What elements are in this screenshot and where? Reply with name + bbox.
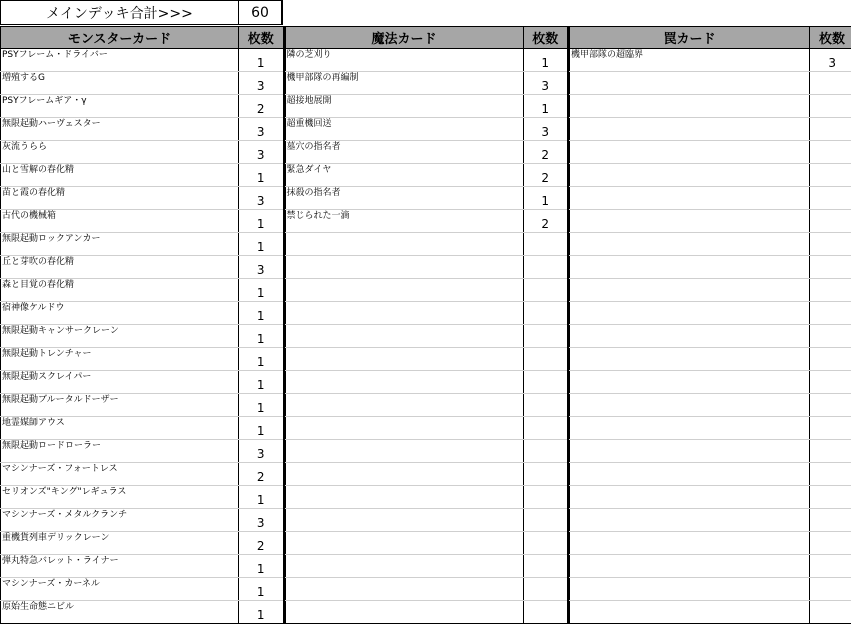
- monster-table-row: [1, 394, 284, 417]
- monster-table-row: [1, 417, 284, 440]
- trap-card-name: [570, 72, 810, 95]
- magic-table-row: [285, 371, 568, 394]
- magic-card-count: [523, 256, 568, 279]
- magic-card-name: 超接地展開: [285, 95, 523, 118]
- deck-list: [0, 26, 851, 624]
- trap-card-name: [570, 509, 810, 532]
- magic-table-row: [285, 486, 568, 509]
- monster-card-name: 弾丸特急バレット・ライナー: [1, 555, 239, 578]
- magic-table-row: [285, 256, 568, 279]
- monster-card-name: 灰流うらら: [1, 141, 239, 164]
- monster-card-count: 3: [239, 118, 284, 141]
- monster-card-name: マシンナーズ・フォートレス: [1, 463, 239, 486]
- trap-card-count: [810, 348, 851, 371]
- trap-card-count: [810, 72, 851, 95]
- monster-card-name: 無限起動スクレイパー: [1, 371, 239, 394]
- deck-total-label: メインデッキ合計>>>: [0, 0, 238, 25]
- monster-card-name: PSYフレーム・ドライバー: [1, 49, 239, 72]
- magic-card-count: [523, 279, 568, 302]
- magic-card-name: [285, 233, 523, 256]
- monster-card-name: 丘と芽吹の春化精: [1, 256, 239, 279]
- trap-table-row: [570, 256, 851, 279]
- trap-table-row: [570, 463, 851, 486]
- magic-card-name: [285, 440, 523, 463]
- monster-card-count: 3: [239, 187, 284, 210]
- trap-table-row: [570, 72, 851, 95]
- trap-header-count: 枚数: [810, 27, 851, 49]
- monster-card-name: 地霊媒師アウス: [1, 417, 239, 440]
- monster-table-row: [1, 164, 284, 187]
- magic-table-row: [285, 555, 568, 578]
- trap-card-name: [570, 302, 810, 325]
- trap-card-count: [810, 601, 851, 624]
- monster-table-row: [1, 72, 284, 95]
- monster-card-count: 3: [239, 509, 284, 532]
- trap-card-name: [570, 279, 810, 302]
- trap-card-count: 3: [810, 49, 851, 72]
- trap-card-name: [570, 601, 810, 624]
- magic-table-row: [285, 72, 568, 95]
- trap-card-count: [810, 256, 851, 279]
- monster-card-name: 無限起動キャンサークレーン: [1, 325, 239, 348]
- magic-card-name: [285, 601, 523, 624]
- monster-table-row: [1, 371, 284, 394]
- monster-card-name: 山と雪解の春化精: [1, 164, 239, 187]
- trap-card-table: [569, 26, 851, 624]
- monster-card-name: マシンナーズ・カーネル: [1, 578, 239, 601]
- trap-card-name: [570, 141, 810, 164]
- trap-table-row: [570, 394, 851, 417]
- trap-card-count: [810, 325, 851, 348]
- monster-card-count: 1: [239, 578, 284, 601]
- monster-card-name: 原始生命態ニビル: [1, 601, 239, 624]
- trap-card-name: [570, 348, 810, 371]
- magic-card-name: 緊急ダイヤ: [285, 164, 523, 187]
- trap-card-name: [570, 325, 810, 348]
- monster-table-row: [1, 256, 284, 279]
- magic-table-row: [285, 463, 568, 486]
- monster-card-name: 無限起動ハーヴェスター: [1, 118, 239, 141]
- trap-table-row: [570, 49, 851, 72]
- magic-card-count: 2: [523, 164, 568, 187]
- magic-card-name: [285, 348, 523, 371]
- monster-table-row: [1, 578, 284, 601]
- trap-card-count: [810, 233, 851, 256]
- trap-card-name: [570, 578, 810, 601]
- trap-card-count: [810, 463, 851, 486]
- magic-card-count: [523, 578, 568, 601]
- trap-table-row: [570, 532, 851, 555]
- monster-card-count: 2: [239, 532, 284, 555]
- trap-card-name: [570, 417, 810, 440]
- trap-card-name: [570, 371, 810, 394]
- monster-card-count: 1: [239, 486, 284, 509]
- magic-card-name: [285, 509, 523, 532]
- trap-card-name: 機甲部隊の超臨界: [570, 49, 810, 72]
- trap-card-count: [810, 118, 851, 141]
- monster-card-name: セリオンズ"キング"レギュラス: [1, 486, 239, 509]
- monster-card-count: 1: [239, 49, 284, 72]
- trap-header-name: 罠カード: [570, 27, 810, 49]
- magic-card-name: [285, 555, 523, 578]
- trap-table-row: [570, 233, 851, 256]
- monster-card-name: PSYフレームギア・γ: [1, 95, 239, 118]
- trap-card-name: [570, 394, 810, 417]
- magic-table-row: [285, 394, 568, 417]
- monster-card-count: 1: [239, 279, 284, 302]
- monster-card-name: 古代の機械箱: [1, 210, 239, 233]
- trap-table-row: [570, 279, 851, 302]
- magic-header-name: 魔法カード: [285, 27, 523, 49]
- magic-card-count: 2: [523, 210, 568, 233]
- monster-card-name: 無限起動トレンチャー: [1, 348, 239, 371]
- trap-table-row: [570, 210, 851, 233]
- monster-card-count: 1: [239, 302, 284, 325]
- monster-card-count: 1: [239, 555, 284, 578]
- magic-card-name: 隣の芝刈り: [285, 49, 523, 72]
- magic-header-count: 枚数: [523, 27, 568, 49]
- magic-card-name: [285, 417, 523, 440]
- trap-card-name: [570, 463, 810, 486]
- magic-card-count: 1: [523, 95, 568, 118]
- monster-table-row: [1, 141, 284, 164]
- trap-card-count: [810, 509, 851, 532]
- magic-table-row: [285, 164, 568, 187]
- deck-total-value: 60: [238, 0, 283, 25]
- monster-table-row: [1, 348, 284, 371]
- trap-table-row: [570, 187, 851, 210]
- monster-card-count: 1: [239, 325, 284, 348]
- trap-card-count: [810, 532, 851, 555]
- monster-card-name: 無限起動ロックアンカー: [1, 233, 239, 256]
- magic-card-name: [285, 279, 523, 302]
- monster-card-name: 苗と霞の春化精: [1, 187, 239, 210]
- monster-card-count: 1: [239, 601, 284, 624]
- trap-card-name: [570, 440, 810, 463]
- monster-card-table: [0, 26, 285, 624]
- trap-table-row: [570, 302, 851, 325]
- magic-card-name: 墓穴の指名者: [285, 141, 523, 164]
- magic-card-name: 抹殺の指名者: [285, 187, 523, 210]
- monster-table-row: [1, 95, 284, 118]
- monster-card-count: 1: [239, 394, 284, 417]
- magic-card-name: [285, 578, 523, 601]
- magic-table-row: [285, 601, 568, 624]
- monster-table-row: [1, 532, 284, 555]
- monster-card-name: マシンナーズ・メタルクランチ: [1, 509, 239, 532]
- monster-card-name: 無限起動ロードローラー: [1, 440, 239, 463]
- monster-table-row: [1, 440, 284, 463]
- monster-table-row: [1, 210, 284, 233]
- magic-card-count: [523, 440, 568, 463]
- magic-card-name: [285, 486, 523, 509]
- trap-table-row: [570, 325, 851, 348]
- trap-card-count: [810, 371, 851, 394]
- trap-table-row: [570, 371, 851, 394]
- magic-card-name: [285, 371, 523, 394]
- magic-table-row: [285, 233, 568, 256]
- monster-card-count: 3: [239, 72, 284, 95]
- trap-card-count: [810, 302, 851, 325]
- magic-card-count: [523, 233, 568, 256]
- monster-table-row: [1, 302, 284, 325]
- magic-card-name: 機甲部隊の再編制: [285, 72, 523, 95]
- trap-card-count: [810, 394, 851, 417]
- trap-card-count: [810, 578, 851, 601]
- magic-card-name: 超重機回送: [285, 118, 523, 141]
- trap-table-row: [570, 509, 851, 532]
- monster-header-count: 枚数: [239, 27, 284, 49]
- trap-table-row: [570, 555, 851, 578]
- magic-card-count: [523, 555, 568, 578]
- trap-card-count: [810, 279, 851, 302]
- monster-card-name: 森と目覚の春化精: [1, 279, 239, 302]
- monster-card-count: 2: [239, 463, 284, 486]
- monster-card-count: 3: [239, 256, 284, 279]
- magic-card-count: [523, 371, 568, 394]
- magic-card-name: [285, 302, 523, 325]
- trap-table-row: [570, 440, 851, 463]
- trap-card-count: [810, 440, 851, 463]
- trap-card-name: [570, 187, 810, 210]
- magic-card-count: 3: [523, 118, 568, 141]
- magic-card-count: [523, 509, 568, 532]
- magic-table-row: [285, 440, 568, 463]
- monster-card-name: 宿神像ケルドウ: [1, 302, 239, 325]
- magic-table-row: [285, 532, 568, 555]
- magic-card-count: 1: [523, 187, 568, 210]
- magic-table-row: [285, 348, 568, 371]
- monster-table-row: [1, 279, 284, 302]
- trap-card-count: [810, 187, 851, 210]
- trap-card-count: [810, 210, 851, 233]
- magic-rows: [285, 49, 568, 624]
- monster-rows: [1, 49, 284, 624]
- monster-card-count: 1: [239, 371, 284, 394]
- magic-card-name: 禁じられた一滴: [285, 210, 523, 233]
- magic-card-count: [523, 325, 568, 348]
- trap-table-row: [570, 348, 851, 371]
- monster-card-count: 1: [239, 233, 284, 256]
- monster-card-count: 1: [239, 210, 284, 233]
- trap-table-row: [570, 486, 851, 509]
- monster-table-row: [1, 49, 284, 72]
- trap-card-count: [810, 95, 851, 118]
- trap-table-row: [570, 578, 851, 601]
- trap-rows: [570, 49, 851, 624]
- trap-card-name: [570, 95, 810, 118]
- magic-table-row: [285, 417, 568, 440]
- trap-card-name: [570, 555, 810, 578]
- trap-card-name: [570, 210, 810, 233]
- monster-table-row: [1, 325, 284, 348]
- magic-table-row: [285, 325, 568, 348]
- monster-card-name: 増殖するG: [1, 72, 239, 95]
- trap-card-name: [570, 164, 810, 187]
- monster-card-name: 重機貨列車デリックレーン: [1, 532, 239, 555]
- magic-card-count: [523, 348, 568, 371]
- monster-table-row: [1, 509, 284, 532]
- trap-card-name: [570, 532, 810, 555]
- magic-card-count: [523, 532, 568, 555]
- deck-total-bar: [0, 0, 283, 25]
- trap-card-count: [810, 486, 851, 509]
- trap-card-count: [810, 164, 851, 187]
- magic-card-count: [523, 486, 568, 509]
- magic-card-count: [523, 417, 568, 440]
- magic-table-row: [285, 49, 568, 72]
- magic-card-count: 3: [523, 72, 568, 95]
- monster-card-count: 3: [239, 440, 284, 463]
- monster-table-row: [1, 555, 284, 578]
- magic-card-name: [285, 394, 523, 417]
- monster-card-count: 2: [239, 95, 284, 118]
- magic-table-row: [285, 141, 568, 164]
- trap-card-count: [810, 555, 851, 578]
- monster-card-count: 1: [239, 164, 284, 187]
- trap-card-name: [570, 486, 810, 509]
- trap-table-row: [570, 95, 851, 118]
- magic-table-row: [285, 187, 568, 210]
- trap-card-name: [570, 256, 810, 279]
- magic-table-row: [285, 578, 568, 601]
- magic-card-count: 2: [523, 141, 568, 164]
- trap-card-name: [570, 118, 810, 141]
- magic-table-row: [285, 210, 568, 233]
- trap-card-count: [810, 417, 851, 440]
- monster-card-count: 3: [239, 141, 284, 164]
- monster-table-row: [1, 463, 284, 486]
- monster-card-count: 1: [239, 348, 284, 371]
- trap-table-row: [570, 601, 851, 624]
- trap-card-name: [570, 233, 810, 256]
- monster-table-row: [1, 601, 284, 624]
- magic-card-count: 1: [523, 49, 568, 72]
- magic-table-row: [285, 118, 568, 141]
- trap-table-row: [570, 141, 851, 164]
- monster-card-name: 無限起動ブルータルドーザー: [1, 394, 239, 417]
- monster-table-row: [1, 187, 284, 210]
- trap-table-row: [570, 417, 851, 440]
- monster-table-row: [1, 118, 284, 141]
- magic-card-count: [523, 302, 568, 325]
- magic-card-name: [285, 256, 523, 279]
- magic-table-row: [285, 95, 568, 118]
- monster-header-name: モンスターカード: [1, 27, 239, 49]
- magic-card-name: [285, 532, 523, 555]
- magic-card-count: [523, 463, 568, 486]
- trap-table-row: [570, 118, 851, 141]
- magic-table-row: [285, 509, 568, 532]
- magic-card-name: [285, 463, 523, 486]
- magic-table-row: [285, 302, 568, 325]
- monster-table-row: [1, 233, 284, 256]
- trap-table-row: [570, 164, 851, 187]
- magic-card-table: [285, 26, 570, 624]
- trap-card-count: [810, 141, 851, 164]
- magic-table-row: [285, 279, 568, 302]
- magic-card-count: [523, 394, 568, 417]
- magic-card-name: [285, 325, 523, 348]
- monster-card-count: 1: [239, 417, 284, 440]
- magic-card-count: [523, 601, 568, 624]
- monster-table-row: [1, 486, 284, 509]
